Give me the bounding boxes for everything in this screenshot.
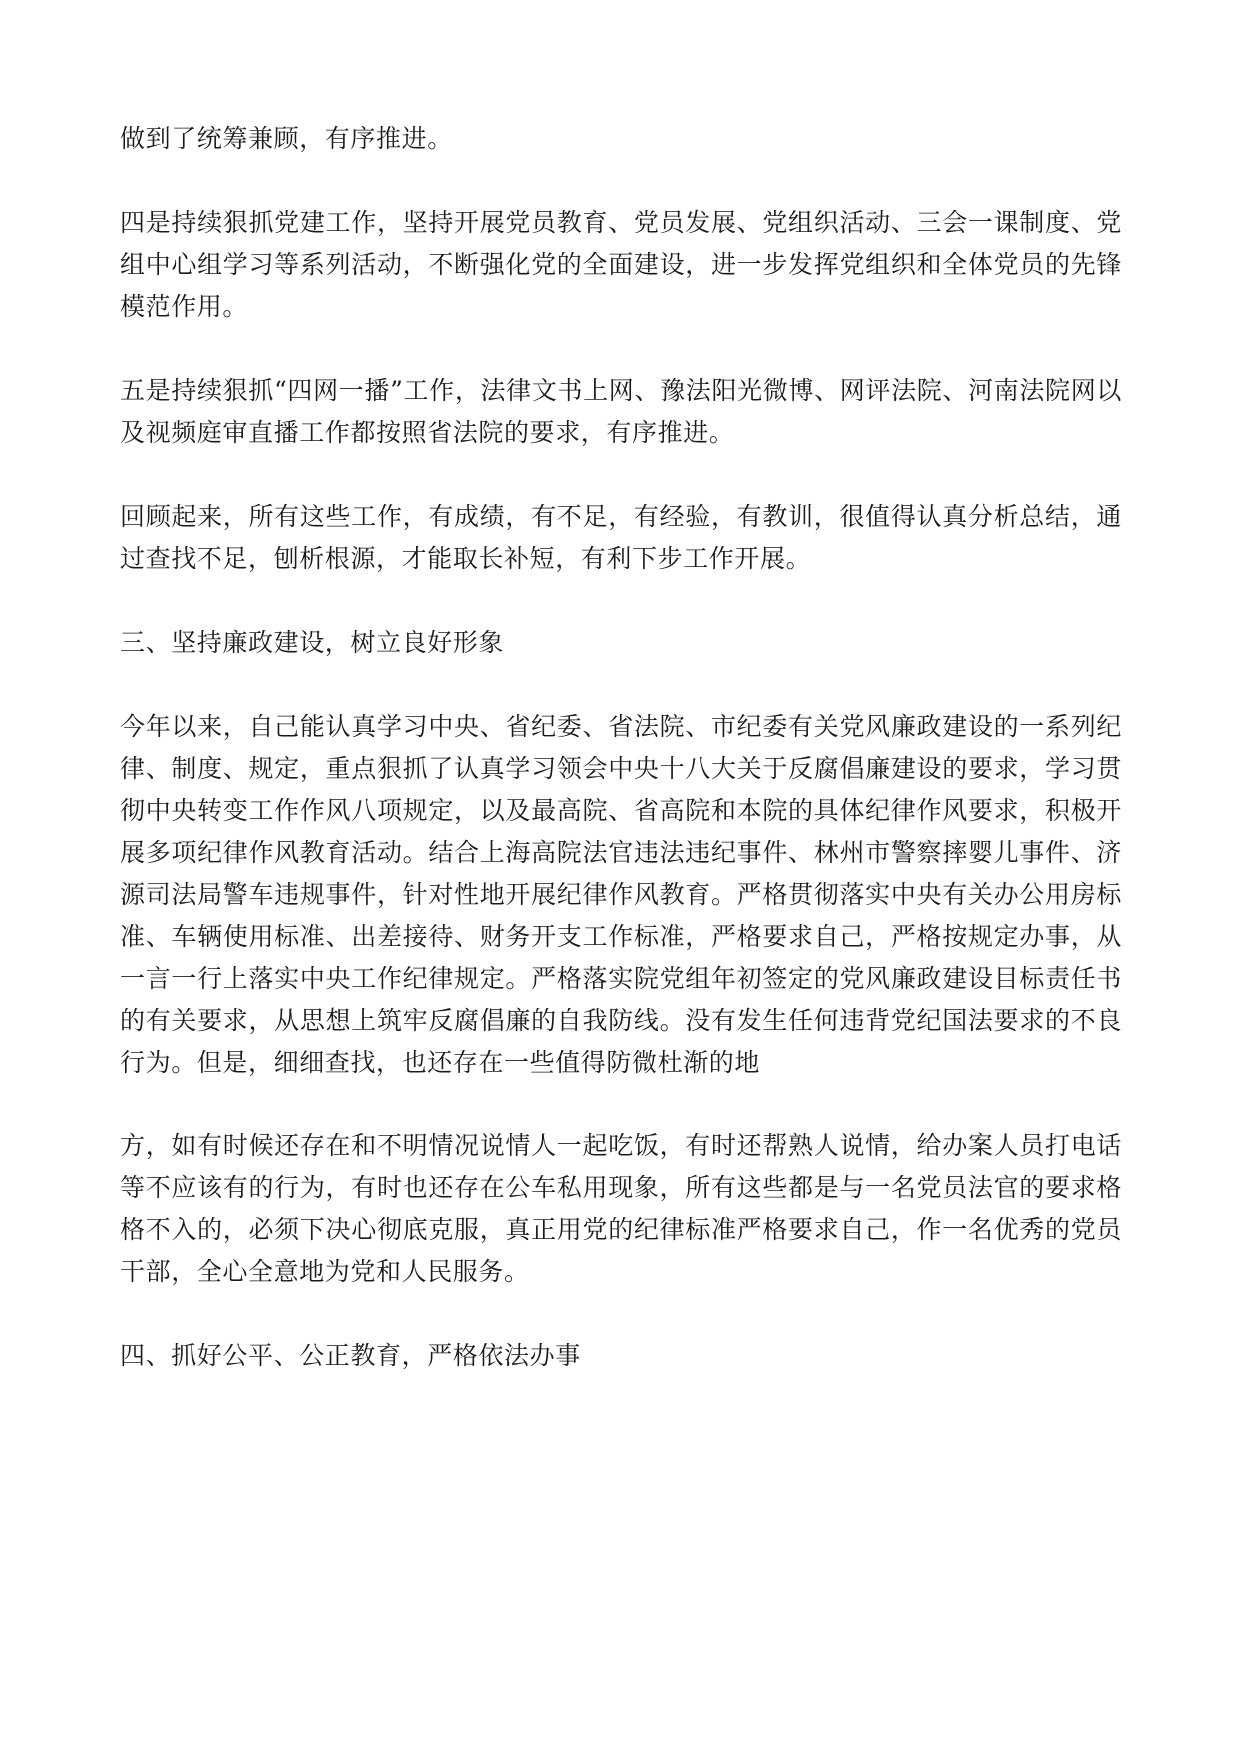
- paragraph-review: 回顾起来，所有这些工作，有成绩，有不足，有经验，有教训，很值得认真分析总结，通过查找不足，刨析根源，才能取长补短，有利下步工作开展。: [120, 502, 1122, 573]
- document-body: [120, 118, 1122, 1419]
- paragraph-four-nets: 五是持续狠抓“四网一播”工作，法律文书上网、豫法阳光微博、网评法院、河南法院网以及视频庭审直播工作都按照省法院的要求，有序推进。: [120, 376, 1122, 447]
- paragraph-continuation: 做到了统筹兼顾，有序推进。: [120, 124, 453, 153]
- paragraph-integrity-body: 今年以来，自己能认真学习中央、省纪委、省法院、市纪委有关党风廉政建设的一系列纪律、制度、规定，重点狠抓了认真学习领会中央十八大关于反腐倡廉建设的要求，学习贯彻中央转变工作作风八项规定，以及最高院、省高院和本院的具体纪律作风要求，积极开展多项纪律作风教育活动。结合上海高院法官违法违纪事件、林州市警察摔婴儿事件、济源司法局警车违规事件，针对性地开展纪律作风教育。严格贯彻落实中央有关办公用房标准、车辆使用标准、出差接待、财务开支工作标准，严格要求自己，严格按规定办事，从一言一行上落实中央工作纪律规定。严格落实院党组年初签定的党风廉政建设目标责任书的有关要求，从思想上筑牢反腐倡廉的自我防线。没有发生任何违背党纪国法要求的不良行为。但是，细细查找，也还存在一些值得防微杜渐的地: [120, 712, 1122, 1077]
- paragraph-integrity-continued: 方，如有时候还存在和不明情况说情人一起吃饭，有时还帮熟人说情，给办案人员打电话等不应该有的行为，有时也还存在公车私用现象，所有这些都是与一名党员法官的要求格格不入的，必须下决心彻底克服，真正用党的纪律标准严格要求自己，作一名优秀的党员干部，全心全意地为党和人民服务。: [120, 1131, 1122, 1286]
- section-heading-integrity: 三、坚持廉政建设，树立良好形象: [120, 628, 505, 657]
- paragraph-party-building: 四是持续狠抓党建工作，坚持开展党员教育、党员发展、党组织活动、三会一课制度、党组中心组学习等系列活动，不断强化党的全面建设，进一步发挥党组织和全体党员的先锋模范作用。: [120, 208, 1122, 321]
- section-heading-fairness: 四、抓好公平、公正教育，严格依法办事: [120, 1341, 581, 1370]
